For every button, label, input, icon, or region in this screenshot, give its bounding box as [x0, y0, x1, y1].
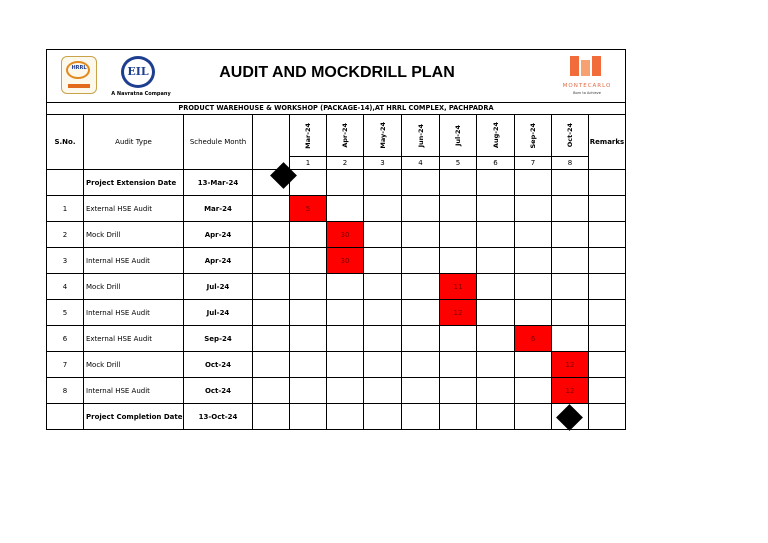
- gantt-cell: [515, 300, 552, 326]
- gantt-cell: [477, 352, 515, 378]
- gantt-cell-scheduled: 30: [327, 248, 364, 274]
- remarks-cell: [589, 274, 625, 300]
- gantt-cell: [402, 404, 440, 430]
- col-header-month: [327, 115, 364, 157]
- milestone-date: 13-Mar-24: [184, 170, 253, 196]
- remarks-cell: [589, 248, 625, 274]
- month-label: Oct-24: [566, 123, 574, 148]
- gantt-cell: [364, 196, 402, 222]
- page-title: AUDIT AND MOCKDRILL PLAN: [219, 64, 455, 81]
- row-schedule-month: Mar-24: [184, 196, 253, 222]
- remarks-cell: [589, 300, 625, 326]
- gantt-cell: [290, 274, 327, 300]
- gantt-cell: [290, 248, 327, 274]
- gantt-cell: [552, 222, 589, 248]
- milestone-sno: [47, 170, 84, 196]
- gantt-cell: [402, 274, 440, 300]
- row-spacer: [253, 274, 290, 300]
- montecarlo-tagline: Born to Achieve: [573, 91, 601, 95]
- gantt-cell: [364, 404, 402, 430]
- row-schedule-month: Apr-24: [184, 248, 253, 274]
- col-header-month: [364, 115, 402, 157]
- gantt-cell: [290, 326, 327, 352]
- row-audit-type: External HSE Audit: [84, 196, 184, 222]
- month-label: May-24: [378, 122, 387, 149]
- gantt-cell: [364, 274, 402, 300]
- row-sno: 6: [47, 326, 84, 352]
- gantt-cell: [477, 404, 515, 430]
- col-header-month: [290, 115, 327, 157]
- col-header-month: [402, 115, 440, 157]
- hrrl-logo-base: [68, 84, 90, 88]
- plan-table: [47, 115, 625, 430]
- gantt-cell: [327, 170, 364, 196]
- gantt-cell: [327, 326, 364, 352]
- row-spacer: [253, 378, 290, 404]
- remarks-cell: [589, 352, 625, 378]
- milestone-label: Project Extension Date: [84, 170, 184, 196]
- remarks-cell: [589, 404, 625, 430]
- gantt-cell: [440, 196, 477, 222]
- col-header-audit-type: Audit Type: [84, 115, 184, 170]
- gantt-cell: [515, 248, 552, 274]
- gantt-cell: [477, 378, 515, 404]
- gantt-cell: [552, 248, 589, 274]
- row-audit-type: Internal HSE Audit: [84, 378, 184, 404]
- milestone-sno: [47, 404, 84, 430]
- row-sno: 2: [47, 222, 84, 248]
- gantt-cell: [327, 404, 364, 430]
- row-schedule-month: Oct-24: [184, 378, 253, 404]
- gantt-cell: [402, 222, 440, 248]
- gantt-cell: [440, 170, 477, 196]
- gantt-cell: [552, 170, 589, 196]
- gantt-cell: [327, 300, 364, 326]
- gantt-cell: [552, 300, 589, 326]
- row-schedule-month: Sep-24: [184, 326, 253, 352]
- gantt-cell: [440, 352, 477, 378]
- hrrl-logo: [61, 56, 97, 94]
- gantt-cell: [515, 378, 552, 404]
- header-band: [47, 50, 625, 103]
- gantt-cell: [515, 404, 552, 430]
- gantt-cell: [290, 222, 327, 248]
- gantt-cell: [402, 300, 440, 326]
- gantt-cell: [402, 170, 440, 196]
- col-header-month: [477, 115, 515, 157]
- col-header-month-number: 3: [364, 157, 402, 170]
- gantt-cell-scheduled: 12: [552, 352, 589, 378]
- gantt-cell: [402, 196, 440, 222]
- gantt-cell: [402, 326, 440, 352]
- col-header-sno: S.No.: [47, 115, 84, 170]
- gantt-cell: [515, 352, 552, 378]
- eil-logo: EIL: [121, 56, 155, 88]
- milestone-spacer: [253, 404, 290, 430]
- gantt-cell: [515, 170, 552, 196]
- gantt-cell: [477, 196, 515, 222]
- eil-tagline: A Navratna Company: [111, 91, 171, 97]
- gantt-cell: [327, 352, 364, 378]
- remarks-cell: [589, 170, 625, 196]
- gantt-cell: [402, 248, 440, 274]
- col-header-remarks: Remarks: [589, 115, 625, 170]
- gantt-cell: [552, 196, 589, 222]
- row-sno: 7: [47, 352, 84, 378]
- hrrl-logo-text: HRRL: [71, 65, 87, 71]
- row-spacer: [253, 300, 290, 326]
- gantt-cell: [364, 378, 402, 404]
- col-header-month-number: 1: [290, 157, 327, 170]
- row-audit-type: External HSE Audit: [84, 326, 184, 352]
- gantt-cell: [440, 326, 477, 352]
- gantt-cell-scheduled: 6: [515, 326, 552, 352]
- gantt-cell: [515, 222, 552, 248]
- gantt-cell: [477, 170, 515, 196]
- gantt-cell: [327, 196, 364, 222]
- col-header-month: [440, 115, 477, 157]
- col-header-month: [515, 115, 552, 157]
- gantt-cell: [552, 274, 589, 300]
- row-schedule-month: Apr-24: [184, 222, 253, 248]
- gantt-cell: [515, 274, 552, 300]
- remarks-cell: [589, 326, 625, 352]
- gantt-cell: [290, 378, 327, 404]
- row-audit-type: Mock Drill: [84, 352, 184, 378]
- gantt-cell-scheduled: 30: [327, 222, 364, 248]
- gantt-cell: [402, 352, 440, 378]
- gantt-cell: [440, 378, 477, 404]
- month-label: Aug-24: [491, 122, 500, 149]
- row-spacer: [253, 326, 290, 352]
- milestone-date: 13-Oct-24: [184, 404, 253, 430]
- gantt-cell: [402, 378, 440, 404]
- gantt-cell: [290, 300, 327, 326]
- row-sno: 8: [47, 378, 84, 404]
- montecarlo-mark-icon: [570, 56, 602, 76]
- gantt-cell: [477, 326, 515, 352]
- col-header-month-number: 6: [477, 157, 515, 170]
- gantt-cell-scheduled: 12: [552, 378, 589, 404]
- col-header-month-number: 4: [402, 157, 440, 170]
- gantt-cell: [477, 248, 515, 274]
- row-sno: 4: [47, 274, 84, 300]
- gantt-cell-scheduled: 5: [290, 196, 327, 222]
- remarks-cell: [589, 222, 625, 248]
- gantt-cell: [290, 404, 327, 430]
- gantt-cell-scheduled: 11: [440, 274, 477, 300]
- gantt-cell: [290, 352, 327, 378]
- gantt-cell: [477, 274, 515, 300]
- page-subtitle: PRODUCT WAREHOUSE & WORKSHOP (PACKAGE-14),AT HRRL COMPLEX, PACHPADRA: [47, 102, 625, 115]
- row-audit-type: Mock Drill: [84, 222, 184, 248]
- col-header-spacer: [253, 115, 290, 170]
- gantt-cell: [515, 196, 552, 222]
- col-header-month-number: 2: [327, 157, 364, 170]
- remarks-cell: [589, 378, 625, 404]
- row-schedule-month: Jul-24: [184, 300, 253, 326]
- row-spacer: [253, 248, 290, 274]
- col-header-month-number: 7: [515, 157, 552, 170]
- gantt-cell-scheduled: 12: [440, 300, 477, 326]
- row-schedule-month: Oct-24: [184, 352, 253, 378]
- remarks-cell: [589, 196, 625, 222]
- gantt-cell: [364, 300, 402, 326]
- col-header-schedule-month: Schedule Month: [184, 115, 253, 170]
- plan-sheet: [46, 49, 626, 430]
- row-sno: 3: [47, 248, 84, 274]
- row-audit-type: Internal HSE Audit: [84, 300, 184, 326]
- col-header-month-number: 5: [440, 157, 477, 170]
- month-label: Jun-24: [416, 123, 425, 148]
- gantt-cell: [364, 326, 402, 352]
- gantt-cell: [440, 248, 477, 274]
- gantt-cell: [440, 222, 477, 248]
- month-label: Mar-24: [304, 122, 312, 149]
- row-audit-type: Mock Drill: [84, 274, 184, 300]
- month-label: Apr-24: [341, 123, 349, 148]
- gantt-cell: [327, 274, 364, 300]
- gantt-cell: [364, 352, 402, 378]
- col-header-month: [552, 115, 589, 157]
- row-sno: 5: [47, 300, 84, 326]
- month-label: Sep-24: [529, 122, 537, 149]
- gantt-cell: [364, 170, 402, 196]
- gantt-cell: [477, 222, 515, 248]
- gantt-cell: [477, 300, 515, 326]
- gantt-cell: [327, 378, 364, 404]
- gantt-cell: [364, 248, 402, 274]
- milestone-label: Project Completion Date: [84, 404, 184, 430]
- col-header-month-number: 8: [552, 157, 589, 170]
- row-spacer: [253, 196, 290, 222]
- row-audit-type: Internal HSE Audit: [84, 248, 184, 274]
- montecarlo-name: MONTECARLO: [562, 83, 612, 89]
- gantt-cell: [440, 404, 477, 430]
- gantt-cell: [364, 222, 402, 248]
- row-sno: 1: [47, 196, 84, 222]
- row-spacer: [253, 222, 290, 248]
- row-schedule-month: Jul-24: [184, 274, 253, 300]
- montecarlo-logo: [557, 56, 617, 98]
- gantt-cell: [552, 326, 589, 352]
- month-label: Jul-24: [454, 124, 462, 147]
- row-spacer: [253, 352, 290, 378]
